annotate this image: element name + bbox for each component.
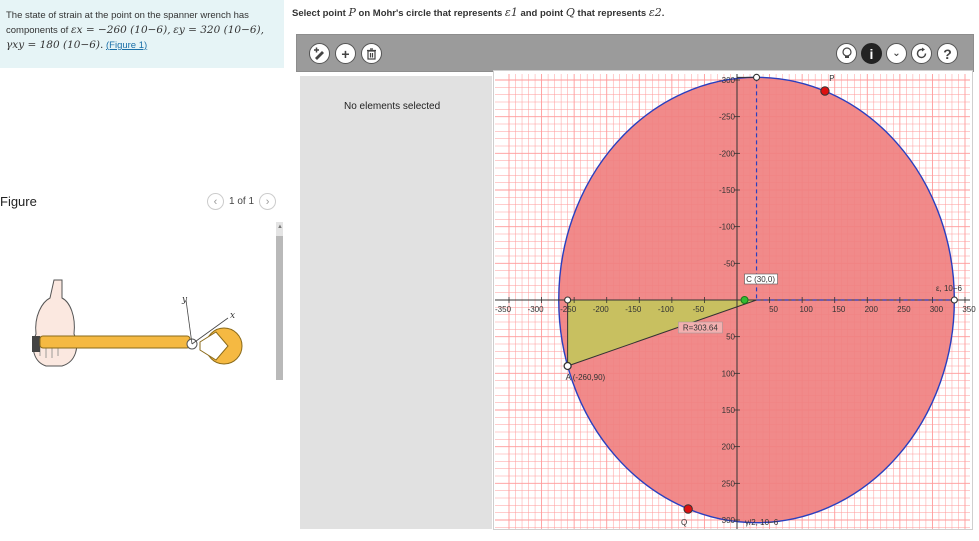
instruction-q: Q [565, 6, 575, 19]
point-p-marker[interactable] [821, 87, 829, 95]
x-tick-label: -350 [494, 305, 512, 314]
x-tick-label: -100 [657, 305, 674, 314]
figure-link[interactable]: (Figure 1) [106, 40, 148, 51]
y-axis-label: γ/2, 10−6 [745, 518, 779, 527]
help-icon[interactable]: ? [937, 43, 958, 64]
plus-icon[interactable]: + [335, 43, 356, 64]
instruction-e2: ε2 [648, 6, 662, 19]
point-a-marker[interactable] [564, 363, 571, 370]
y-tick-label: -100 [718, 222, 735, 232]
graph-toolbar [296, 34, 974, 72]
figure-pager [207, 193, 276, 210]
problem-components-prefix: components of [6, 25, 71, 36]
instruction-p: P [348, 6, 356, 19]
instruction-part4: that represents [574, 8, 649, 19]
y-tick-label: 100 [721, 369, 735, 379]
point-c-marker[interactable] [741, 297, 748, 304]
point-p-label: P [829, 74, 835, 83]
top-handle-marker[interactable] [754, 74, 760, 80]
pencil-plus-icon[interactable] [309, 43, 330, 64]
chevron-right-icon[interactable]: › [259, 193, 276, 210]
lightbulb-icon[interactable] [836, 43, 857, 64]
y-tick-label: 300 [721, 516, 735, 525]
right-handle-marker[interactable] [951, 297, 957, 303]
point-q-marker[interactable] [684, 505, 692, 513]
figure-scrollbar-thumb[interactable] [276, 236, 283, 380]
x-tick-label: 50 [769, 305, 779, 314]
instruction-text [292, 6, 664, 19]
spanner-wrench-figure [28, 276, 250, 372]
x-tick-label: -300 [527, 305, 544, 314]
y-tick-label: -250 [718, 112, 735, 122]
y-tick-label: -50 [723, 259, 735, 269]
x-tick-label: 100 [799, 305, 813, 314]
strain-ex: εx = −260 (10−6), [70, 24, 171, 36]
trash-icon[interactable] [361, 43, 382, 64]
scroll-up-icon[interactable]: ▲ [277, 224, 283, 230]
point-a-label: A (-260,90) [565, 373, 606, 382]
y-tick-label: 50 [726, 332, 735, 342]
x-tick-label: 300 [929, 305, 944, 314]
x-tick-label: -50 [692, 305, 705, 314]
info-icon[interactable]: i [861, 43, 882, 64]
instruction-part2: on Mohr's circle that represents [355, 8, 505, 19]
figure-heading: Figure [0, 194, 37, 209]
radius-label: R=303.64 [682, 323, 718, 333]
y-tick-label: 200 [721, 442, 735, 452]
chevron-down-icon[interactable]: ⌄ [886, 43, 907, 64]
figure-pager-text: 1 of 1 [229, 196, 255, 207]
problem-line-2 [6, 23, 276, 38]
point-c-label: C (30,0) [746, 275, 775, 284]
x-tick-label: -250 [560, 305, 577, 314]
instruction-e1: ε1 [504, 6, 518, 19]
y-tick-label: -300 [718, 76, 735, 85]
axis-y-label: y [182, 295, 188, 305]
problem-statement [0, 0, 284, 68]
y-tick-label: 250 [721, 479, 735, 489]
reset-icon[interactable] [911, 43, 932, 64]
problem-line-1: The state of strain at the point on the spanner wrench has [6, 10, 249, 21]
instruction-part3: and point [517, 8, 566, 19]
problem-line-3 [6, 38, 276, 53]
x-tick-label: 350 [962, 305, 976, 314]
strain-gxy: γxy = 180 (10−6). [6, 39, 104, 51]
mohr-circle-graph[interactable] [494, 74, 976, 529]
x-axis-label: ε, 10−6 [935, 284, 962, 293]
y-tick-label: 150 [721, 406, 735, 415]
chevron-left-icon[interactable]: ‹ [207, 193, 224, 210]
x-tick-label: 250 [897, 305, 911, 314]
y-tick-label: -200 [718, 149, 735, 159]
y-tick-label: -150 [718, 186, 735, 195]
x-tick-label: -150 [625, 305, 642, 314]
x-tick-label: 200 [864, 305, 878, 314]
point-q-label: Q [681, 518, 688, 527]
selection-panel [300, 76, 492, 529]
x-tick-label: -200 [592, 305, 609, 314]
point-a-projection-marker[interactable] [565, 297, 571, 303]
selection-status: No elements selected [344, 101, 441, 112]
axis-x-label: x [230, 311, 236, 321]
instruction-part5: . [661, 8, 665, 19]
x-tick-label: 150 [832, 305, 846, 314]
strain-ey: εy = 320 (10−6), [173, 24, 264, 36]
instruction-part1: Select point [292, 8, 349, 19]
